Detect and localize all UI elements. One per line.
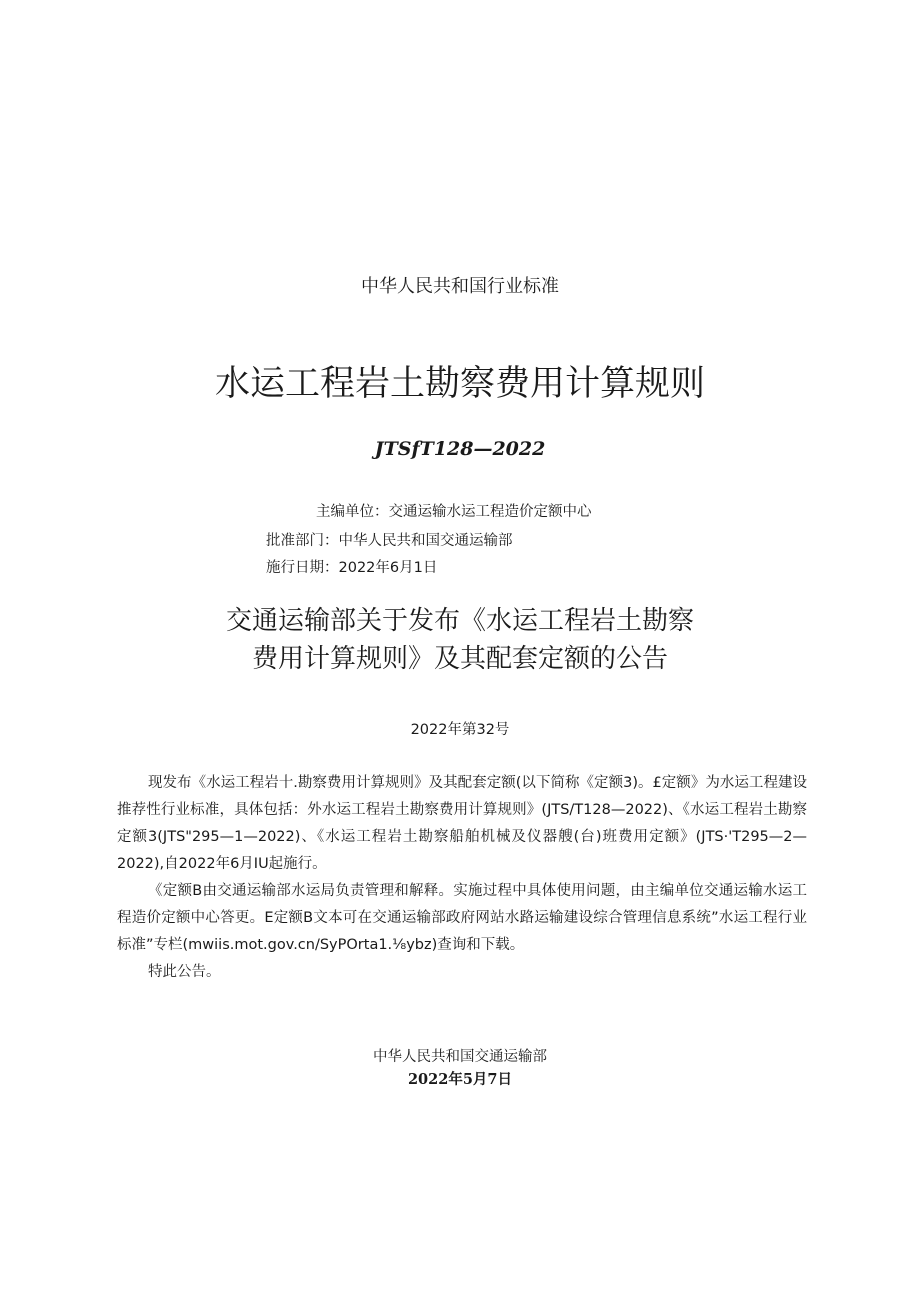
series-title: 中华人民共和国行业标准 [361, 276, 559, 297]
standard-code: JTSfT128—2022 [374, 438, 546, 460]
body-paragraph-1: 现发布《水运工程岩十.勘察费用计算规则》及其配套定额(以下简称《定额3)。£定额》为水运工程建设推荐性行业标准，具体包括：外水运工程岩土勘察费用计算规则》(JTS/T128—2022)、《水运工程岩土勘察定额3(JTS"295—1—2022)、《水运工程岩土勘察船舶机械及仪器艘(台)班费用定额》(JTS·'T295—2—2022),自2022年6月IU起施行。 [117, 775, 807, 872]
notice-title-line-2: 费用计算规则》及其配套定额的公告 [251, 644, 668, 674]
signature-date: 2022年5月7日 [407, 1071, 513, 1088]
body-paragraph-2: 《定额B由交通运输部水运局负责管理和解释。实施过程中具体使用问题，由主编单位交通运输水运工程造价定额中心答更。E定额B文本可在交通运输部政府网站水路运输建设综合管理信息系统”水运工程行业标准”专栏(mwiis.mot.gov.cn/SyPOrta1.⅛ybz)查询和下载。 [117, 883, 807, 953]
body-paragraph-3: 特此公告。 [148, 964, 221, 980]
editor-unit: 主编单位：交通运输水运工程造价定额中心 [316, 504, 592, 520]
notice-title [0, 602, 920, 678]
signature-organization: 中华人民共和国交通运输部 [373, 1049, 547, 1065]
notice-number: 2022年第32号 [410, 722, 510, 738]
approval-department: 批准部门：中华人民共和国交通运输部 [266, 533, 513, 549]
notice-title-line-1: 交通运输部关于发布《水运工程岩土勘察 [225, 606, 694, 636]
main-title: 水运工程岩土勘察费用计算规则 [214, 364, 705, 404]
effective-date: 施行日期：2022年6月1日 [266, 560, 438, 576]
